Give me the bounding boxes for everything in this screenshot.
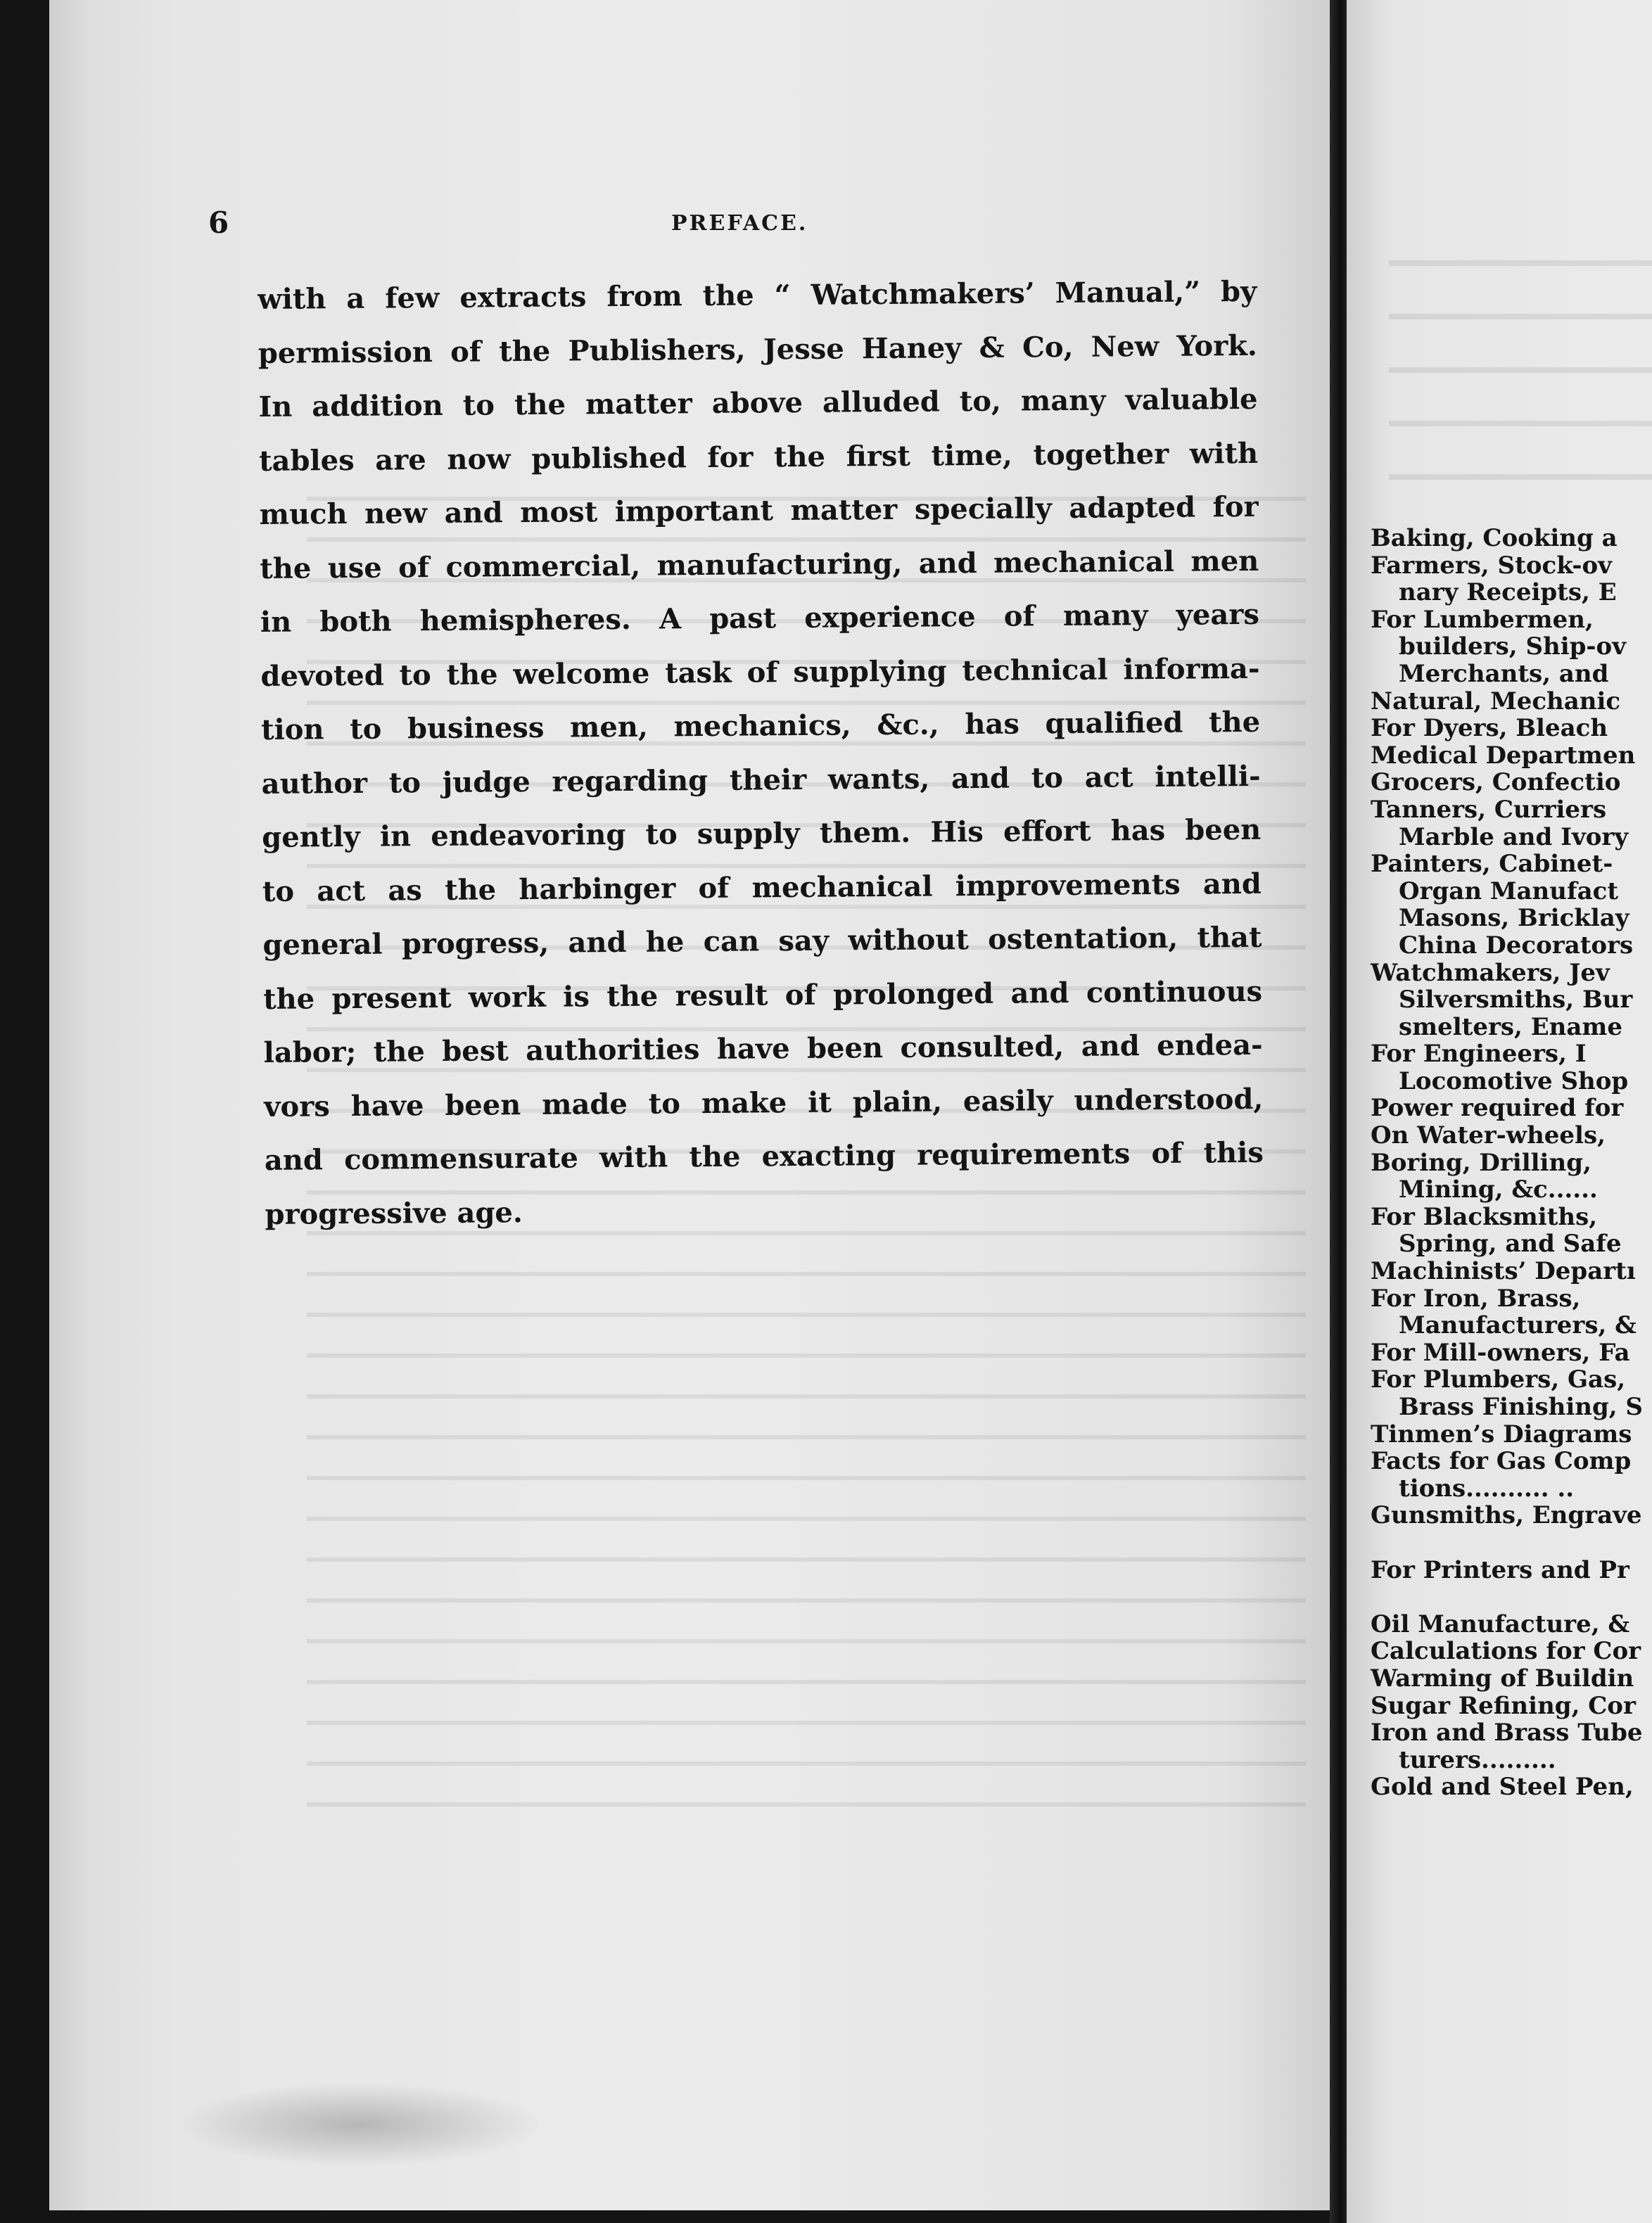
index-entry: Calculations for Cor xyxy=(1371,1637,1641,1666)
index-entry: Masons, Bricklay xyxy=(1399,904,1629,933)
index-entry: Silversmiths, Bur xyxy=(1399,986,1633,1014)
index-entry: Boring, Drilling, xyxy=(1371,1148,1591,1177)
page-number: 6 xyxy=(208,205,229,240)
index-entry: Warming of Buildin xyxy=(1371,1664,1634,1693)
index-entry: smelters, Ename xyxy=(1399,1012,1623,1041)
index-entry: Marble and Ivory xyxy=(1399,822,1629,851)
body-line: tables are now published for the first time, together with xyxy=(258,436,1259,478)
body-line: author to judge regarding their wants, and to act intelli- xyxy=(261,759,1261,801)
index-entry: Medical Departmen xyxy=(1371,741,1636,770)
index-entry: On Water-wheels, xyxy=(1371,1121,1606,1150)
index-entry: Tinmen’s Diagrams xyxy=(1371,1420,1632,1448)
index-entry: tions.......... .. xyxy=(1399,1474,1575,1503)
body-line: the present work is the result of prolonged and continuous xyxy=(262,974,1263,1016)
body-line: progressive age. xyxy=(265,1195,523,1231)
index-entry: Manufacturers, & xyxy=(1399,1311,1637,1340)
index-entry: Organ Manufact xyxy=(1399,877,1619,905)
facing-page-bleed-through xyxy=(1389,232,1652,499)
index-entry: Oil Manufacture, & xyxy=(1371,1610,1630,1638)
index-entry: Sugar Refining, Cor xyxy=(1371,1691,1636,1720)
index-entry: Iron and Brass Tube xyxy=(1371,1719,1643,1747)
body-line: gently in endeavoring to supply them. His effort has been xyxy=(262,813,1262,854)
facing-page-index-entries xyxy=(1371,525,1652,1801)
body-line: much new and most important matter specially adapted for xyxy=(259,490,1259,531)
index-entry: turers......... xyxy=(1399,1745,1556,1774)
index-entry: Natural, Mechanic xyxy=(1371,687,1621,715)
body-line: devoted to the welcome task of supplying technical informa- xyxy=(260,651,1260,693)
index-entry: China Decorators xyxy=(1399,931,1634,960)
index-entry: Spring, and Safe xyxy=(1399,1230,1622,1259)
body-line: permission of the Publishers, Jesse Haney & Co, New York. xyxy=(258,329,1258,370)
index-entry: Merchants, and xyxy=(1399,659,1609,688)
index-entry: Grocers, Confectio xyxy=(1371,768,1621,797)
body-line: general progress, and he can say without ostentation, that xyxy=(262,920,1262,962)
index-entry: Baking, Cooking a xyxy=(1371,524,1618,552)
index-entry: For Lumbermen, xyxy=(1371,605,1594,634)
index-entry: Mining, &c...... xyxy=(1399,1176,1598,1204)
body-line: and commensurate with the exacting requirements of this xyxy=(264,1135,1264,1177)
index-entry: Machinists’ Departı xyxy=(1371,1257,1636,1286)
body-line: vors have been made to make it plain, easily understood, xyxy=(264,1082,1264,1123)
index-entry: Gunsmiths, Engrave xyxy=(1371,1501,1642,1530)
index-entry: nary Receipts, E xyxy=(1399,578,1617,607)
index-entry: For Iron, Brass, xyxy=(1371,1284,1581,1313)
body-line: to act as the harbinger of mechanical improvements and xyxy=(262,867,1262,908)
index-entry: Watchmakers, Jev xyxy=(1371,958,1610,987)
index-entry: Locomotive Shop xyxy=(1399,1066,1629,1095)
index-entry xyxy=(1371,1584,1652,1611)
index-entry: For Dyers, Bleach xyxy=(1371,714,1608,743)
index-entry: Tanners, Curriers xyxy=(1371,795,1607,824)
index-entry: For Plumbers, Gas, xyxy=(1371,1365,1626,1394)
paper-stain xyxy=(176,2082,542,2167)
index-entry: For Mill-owners, Fa xyxy=(1371,1338,1630,1367)
index-entry: Power required for xyxy=(1371,1094,1624,1123)
preface-body-text xyxy=(258,265,1264,1242)
index-entry: For Engineers, I xyxy=(1371,1040,1587,1069)
index-entry: Brass Finishing, S xyxy=(1399,1393,1643,1421)
body-line: labor; the best authorities have been consulted, and endea- xyxy=(263,1028,1263,1069)
index-entry: builders, Ship-ov xyxy=(1399,632,1626,661)
index-entry: Painters, Cabinet- xyxy=(1371,850,1613,879)
body-line: tion to business men, mechanics, &c., has qualified the xyxy=(260,705,1261,746)
index-entry: For Printers and Pr xyxy=(1371,1555,1629,1584)
index-entry: Gold and Steel Pen, xyxy=(1371,1773,1634,1802)
index-entry: Farmers, Stock-ov xyxy=(1371,551,1612,580)
body-line: the use of commercial, manufacturing, and mechanical men xyxy=(260,544,1259,585)
body-line: with a few extracts from the “ Watchmakers’ Manual,” by xyxy=(258,274,1257,316)
body-line: in both hemispheres. A past experience of many years xyxy=(260,597,1260,639)
running-title: PREFACE. xyxy=(671,211,808,236)
running-head xyxy=(208,205,1278,248)
facing-page xyxy=(1347,0,1652,2223)
body-line: In addition to the matter above alluded to, many valuable xyxy=(258,382,1258,423)
index-entry: Facts for Gas Comp xyxy=(1371,1447,1632,1476)
index-entry: For Blacksmiths, xyxy=(1371,1202,1598,1231)
index-entry xyxy=(1371,1529,1652,1557)
